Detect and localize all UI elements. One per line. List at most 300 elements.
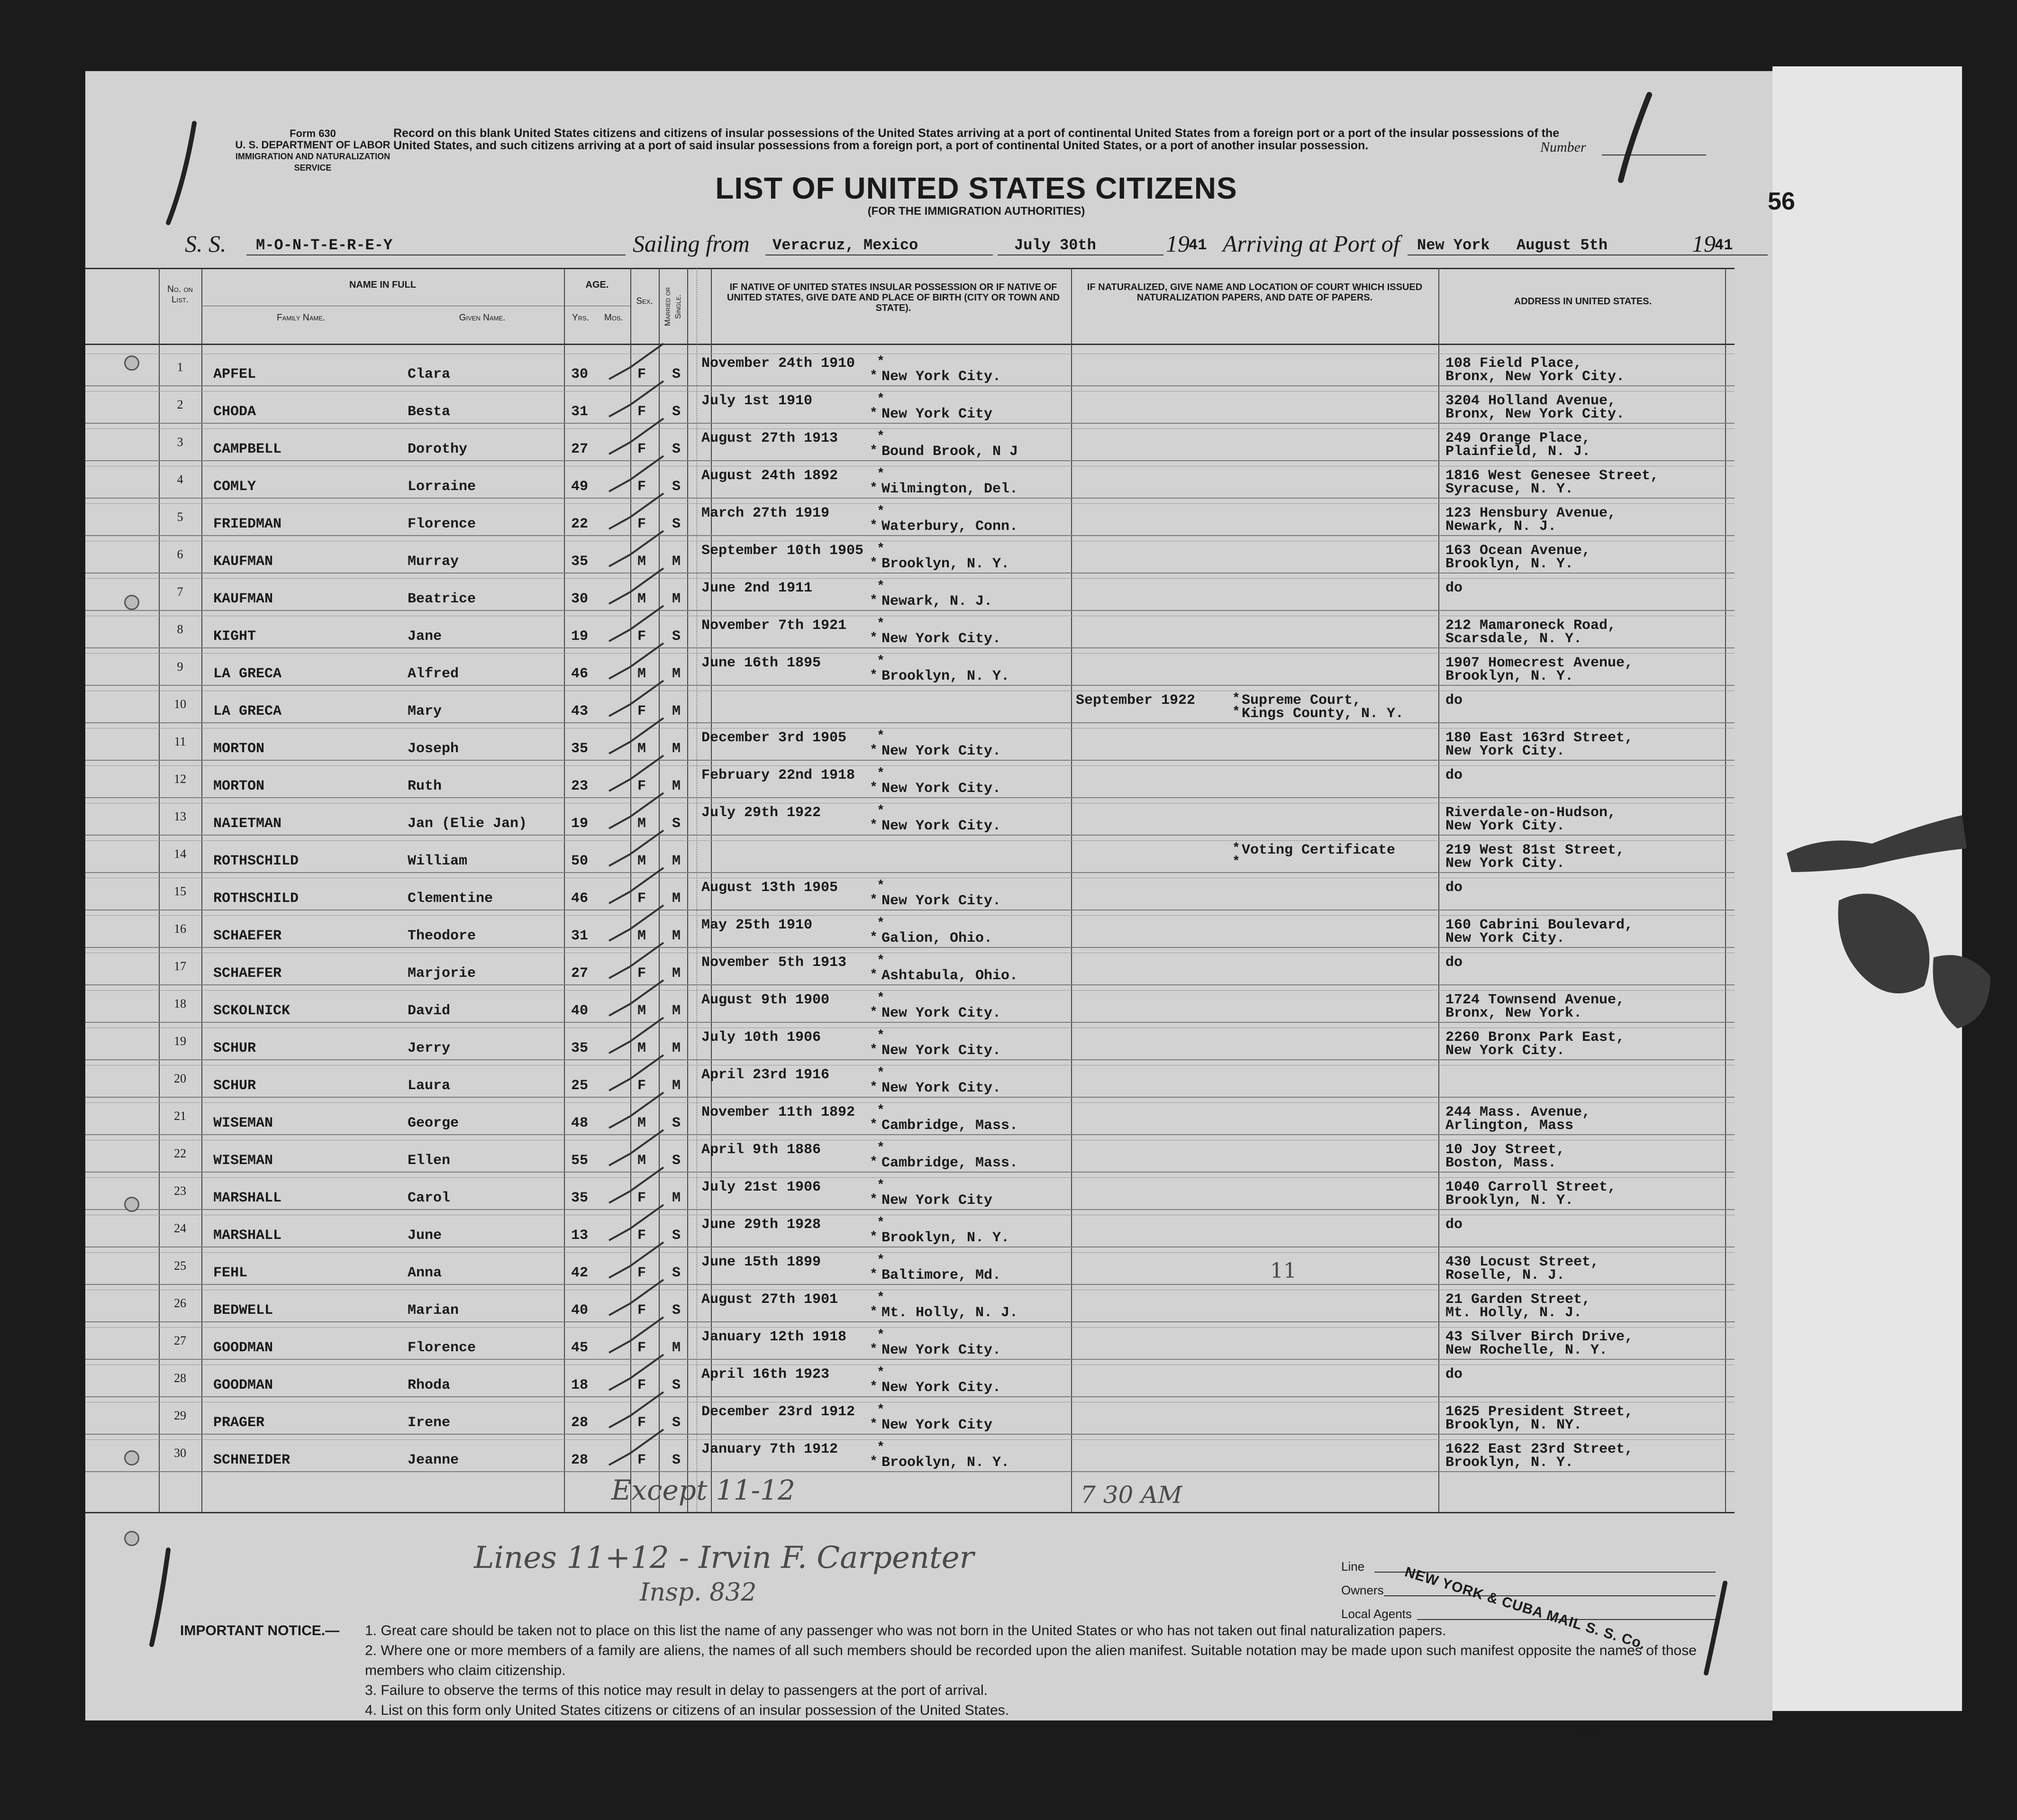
birth-date: July 10th 1906 [701,1029,821,1046]
row-number: 3 [177,435,183,449]
sex: F [637,441,646,457]
row-number: 22 [174,1147,186,1160]
address-line-2: Plainfield, N. J. [1445,444,1591,460]
ink-blot [1933,955,1990,1028]
asterisk-mark: * [870,631,878,646]
birth-date: November 7th 1921 [701,618,847,634]
sex: M [637,1153,646,1169]
birth-date: November 24th 1910 [701,355,855,372]
sex: M [637,1003,646,1019]
sex: F [637,778,646,794]
sailing-year-prefix: 19 [1166,230,1190,257]
asterisk-mark: * [877,1365,885,1380]
check-mark [609,1280,663,1315]
asterisk-mark: * [877,504,885,519]
birth-place: Brooklyn, N. Y. [881,1455,1010,1471]
asterisk-mark: * [870,893,878,908]
address-line-1: Riverdale-on-Hudson, [1445,805,1617,821]
birth-place: New York City. [881,743,1001,759]
married-single: S [672,404,681,420]
check-mark [609,381,663,417]
check-mark [609,1018,663,1053]
row-number: 30 [174,1446,186,1460]
asterisk-mark: * [870,1455,878,1469]
department-name: U. S. DEPARTMENT OF LABOR [235,139,391,151]
address-line-2: Syracuse, N. Y. [1445,481,1574,497]
married-single: S [672,1228,681,1244]
birth-place: Mt. Holly, N. J. [881,1305,1018,1321]
married-single: S [672,628,681,645]
married-single: M [672,1340,681,1356]
asterisk-mark: * [877,954,885,968]
address-line-1: 2260 Bronx Park East, [1445,1029,1625,1046]
married-single: M [672,853,681,869]
family-name: FEHL [213,1265,248,1281]
sex: F [637,703,646,719]
address-line-1: 163 Ocean Avenue, [1445,543,1591,559]
age-years: 35 [571,554,589,570]
married-single: M [672,1190,681,1206]
married-single: S [672,479,681,495]
asterisk-mark: * [870,406,878,421]
address-line-1: 10 Joy Street, [1445,1142,1565,1158]
age-years: 18 [571,1377,589,1393]
given-name: Jerry [408,1040,451,1056]
notice-item: 2. Where one or more members of a family are aliens, the names of all such members should be recorded upon the alien manifest. Suitable notation may be made upon such manifest opposite the names of those members who claim citizenship. [365,1643,1697,1678]
asterisk-mark: * [1232,855,1240,869]
birth-place: Baltimore, Md. [881,1267,1001,1283]
age-years: 25 [571,1078,589,1094]
check-mark [609,793,663,828]
birth-date: July 21st 1906 [701,1179,821,1195]
address-line-2: New York City. [1445,855,1565,872]
service-name: IMMIGRATION AND NATURALIZATION SERVICE [235,152,391,173]
birth-date: July 1st 1910 [701,393,813,409]
family-name: KAUFMAN [213,591,273,607]
asterisk-mark: * [877,1440,885,1455]
family-name: GOODMAN [213,1377,273,1393]
given-name: William [408,853,468,869]
row-number: 14 [174,847,186,861]
arrival-year: 41 [1715,237,1733,254]
married-single: M [672,1040,681,1056]
birth-place: New York City [881,406,993,422]
asterisk-mark: * [870,668,878,683]
family-name: ROTHSCHILD [213,891,299,907]
check-mark [609,943,663,978]
sex: F [637,1265,646,1281]
birth-date: March 27th 1919 [701,505,830,521]
given-name: Anna [408,1265,442,1281]
birth-place: Ashtabula, Ohio. [881,968,1018,984]
check-mark [609,980,663,1016]
birth-place: Waterbury, Conn. [881,519,1018,535]
col-sex: Sex. [636,296,653,306]
agents-label: Local Agents [1341,1607,1412,1621]
asterisk-mark: * [877,1141,885,1156]
age-years: 48 [571,1115,589,1131]
address-line-2: Mt. Holly, N. J. [1445,1305,1582,1321]
row-number: 29 [174,1409,186,1422]
address-line-1: 1625 President Street, [1445,1404,1634,1420]
col-family-name: Family Name. [276,313,326,323]
row-number: 18 [174,997,186,1010]
age-years: 40 [571,1302,589,1319]
given-name: Dorothy [408,441,468,457]
birth-date: June 29th 1928 [701,1217,821,1233]
row-number: 26 [174,1296,186,1310]
sex: F [637,1452,646,1468]
age-years: 28 [571,1452,589,1468]
asterisk-mark: * [1232,841,1240,856]
birth-date: December 3rd 1905 [701,730,847,746]
arrival-year-prefix: 19 [1692,230,1716,257]
row-number: 13 [174,810,186,823]
asterisk-mark: * [870,1380,878,1394]
sailing-year: 41 [1189,237,1207,254]
asterisk-mark: * [870,1080,878,1095]
row-number: 20 [174,1072,186,1085]
row25-mark: 11 [1270,1259,1297,1283]
asterisk-mark: * [870,1417,878,1432]
given-name: Lorraine [408,479,476,495]
birth-date: February 22nd 1918 [701,767,855,783]
check-mark [609,868,663,903]
row-number: 16 [174,922,186,936]
address-line-1: do [1445,1366,1463,1383]
family-name: SCHUR [213,1078,256,1094]
row-number: 19 [174,1034,186,1048]
check-mark [609,681,663,716]
row-number: 28 [174,1371,186,1385]
given-name: Florence [408,1340,476,1356]
asterisk-mark: * [877,729,885,744]
row-number: 4 [177,473,183,486]
asterisk-mark: * [870,1155,878,1170]
row-number: 23 [174,1184,186,1198]
age-years: 42 [571,1265,589,1281]
family-name: FRIEDMAN [213,516,282,532]
married-single: M [672,1003,681,1019]
col-age: AGE. [585,280,609,290]
address-line-2: New York City. [1445,1043,1565,1059]
asterisk-mark: * [877,879,885,893]
given-name: Marjorie [408,965,476,982]
given-name: Clementine [408,891,493,907]
col-no: No. on List. [167,284,193,305]
birth-place: New York City. [881,818,1001,834]
age-years: 19 [571,816,589,832]
age-years: 49 [571,479,589,495]
pen-stroke [168,123,194,223]
sex: F [637,1340,646,1356]
asterisk-mark: * [877,1253,885,1268]
address-line-1: do [1445,580,1463,596]
sex: F [637,1078,646,1094]
sex: M [637,741,646,757]
birth-date: November 11th 1892 [701,1104,855,1120]
birth-place: New York City. [881,1005,1001,1021]
asterisk-mark: * [870,1192,878,1207]
address-line-1: 160 Cabrini Boulevard, [1445,917,1634,933]
address-line-1: 244 Mass. Avenue, [1445,1104,1591,1120]
number-label: Number [1540,139,1586,155]
address-line-2: New York City. [1445,818,1565,834]
address-line-1: 1907 Homecrest Avenue, [1445,655,1634,671]
sex: F [637,479,646,495]
col-naturalized: IF NATURALIZED, GIVE NAME AND LOCATION OF COURT WHICH ISSUED NATURALIZATION PAPERS, AND DATE OF PAPERS. [1087,282,1423,303]
form-code: 14—606 [1573,1728,1602,1736]
age-years: 45 [571,1340,589,1356]
family-name: PRAGER [213,1415,265,1431]
birth-place: Brooklyn, N. Y. [881,556,1010,572]
handwritten-inspector-note: Lines 11+12 - Irvin F. Carpenter [474,1540,974,1575]
check-mark [609,1429,663,1465]
age-years: 50 [571,853,589,869]
age-years: 55 [571,1153,589,1169]
check-mark [609,456,663,491]
check-mark [609,531,663,566]
address-line-1: 43 Silver Birch Drive, [1445,1329,1634,1345]
birth-place: New York City. [881,631,1001,647]
given-name: Theodore [408,928,476,944]
check-mark [609,568,663,604]
family-name: SCHNEIDER [213,1452,291,1468]
asterisk-mark: * [877,355,885,369]
given-name: Jeanne [408,1452,459,1468]
given-name: Ruth [408,778,442,794]
check-mark [609,419,663,454]
given-name: Mary [408,703,442,719]
asterisk-mark: * [877,1328,885,1343]
birth-date: August 13th 1905 [701,880,838,896]
asterisk-mark: * [870,519,878,533]
birth-place: New York City. [881,893,1001,909]
notice-item: 4. List on this form only United States citizens or citizens of an insular possession of the United States. [365,1702,1009,1718]
married-single: S [672,441,681,457]
birth-date: April 16th 1923 [701,1366,830,1383]
address-line-2: Bronx, New York. [1445,1005,1582,1021]
married-single: S [672,1452,681,1468]
birth-place: New York City. [881,1043,1001,1059]
asterisk-mark: * [877,392,885,407]
col-given-name: Given Name. [459,313,506,323]
birth-date: June 16th 1895 [701,655,821,671]
given-name: Beatrice [408,591,476,607]
family-name: SCHUR [213,1040,256,1056]
col-address: ADDRESS IN UNITED STATES. [1514,296,1652,307]
birth-place: Cambridge, Mass. [881,1118,1018,1134]
birth-place: Brooklyn, N. Y. [881,668,1010,684]
asterisk-mark: * [870,369,878,383]
given-name: Jane [408,628,442,645]
handwritten-insp: Insp. 832 [640,1578,757,1607]
family-name: MARSHALL [213,1190,282,1206]
address-line-1: 1622 East 23rd Street, [1445,1441,1634,1457]
given-name: Besta [408,404,451,420]
family-name: MORTON [213,778,265,794]
address-line-1: 108 Field Place, [1445,355,1582,372]
naturalization-location: Kings County, N. Y. [1242,706,1404,722]
sex: F [637,628,646,645]
address-line-2: New York City. [1445,930,1565,946]
asterisk-mark: * [877,467,885,482]
given-name: June [408,1228,442,1244]
birth-date: January 7th 1912 [701,1441,838,1457]
row-number: 21 [174,1109,186,1123]
address-line-2: Brooklyn, N. Y. [1445,1192,1574,1209]
asterisk-mark: * [870,1342,878,1357]
address-line-2: Newark, N. J. [1445,519,1557,535]
notice-item: 1. Great care should be taken not to place on this list the name of any passenger who was not born in the United States or who has not taken out final naturalization papers. [365,1623,1446,1638]
asterisk-mark: * [870,1267,878,1282]
family-name: SCHAEFER [213,928,282,944]
check-mark [609,493,663,529]
given-name: Jan (Elie Jan) [408,816,527,832]
address-line-2: Brooklyn, N. Y. [1445,1455,1574,1471]
address-line-2: New York City. [1445,743,1565,759]
birth-date: June 2nd 1911 [701,580,813,596]
address-line-2: Bronx, New York City. [1445,369,1625,385]
notice-item: 3. Failure to observe the terms of this notice may result in delay to passengers at the port of arrival. [365,1683,988,1698]
row-number: 15 [174,884,186,898]
age-years: 30 [571,366,589,382]
birth-date: April 9th 1886 [701,1142,821,1158]
address-line-1: do [1445,692,1463,709]
row-number: 8 [177,622,183,636]
sex: M [637,1040,646,1056]
address-line-2: Scarsdale, N. Y. [1445,631,1582,647]
married-single: M [672,741,681,757]
age-years: 23 [571,778,589,794]
page-number: 56 [1768,188,1795,215]
birth-date: August 9th 1900 [701,992,830,1008]
asterisk-mark: * [877,766,885,781]
married-single: M [672,666,681,682]
given-name: Florence [408,516,476,532]
family-name: MORTON [213,741,265,757]
asterisk-mark: * [870,743,878,758]
row-number: 5 [177,510,183,524]
age-years: 35 [571,1190,589,1206]
sailing-label: Sailing from [633,230,750,257]
given-name: Rhoda [408,1377,451,1393]
given-name: Clara [408,366,451,382]
sex: F [637,1190,646,1206]
sailing-from: Veracruz, Mexico [772,237,918,254]
birth-date: August 27th 1913 [701,430,838,446]
address-line-2: Brooklyn, N. Y. [1445,556,1574,572]
married-single: S [672,366,681,382]
asterisk-mark: * [877,542,885,556]
family-name: KIGHT [213,628,256,645]
birth-place: New York City. [881,369,1001,385]
given-name: Carol [408,1190,451,1206]
age-years: 40 [571,1003,589,1019]
row-number: 2 [177,398,183,411]
asterisk-mark: * [870,1005,878,1020]
birth-place: New York City. [881,1380,1001,1396]
given-name: Alfred [408,666,459,682]
age-years: 22 [571,516,589,532]
family-name: SCHAEFER [213,965,282,982]
address-line-2: Bronx, New York City. [1445,406,1625,422]
address-line-1: 249 Orange Place, [1445,430,1591,446]
age-years: 30 [571,591,589,607]
row-number: 10 [174,697,186,711]
ink-blot [1787,815,1967,872]
asterisk-mark: * [877,1403,885,1418]
asterisk-mark: * [877,804,885,819]
family-name: NAIETMAN [213,816,282,832]
naturalization-court: Supreme Court, [1242,692,1362,709]
age-years: 31 [571,404,589,420]
row-number: 6 [177,547,183,561]
asterisk-mark: * [870,1043,878,1057]
married-single: M [672,591,681,607]
married-single: M [672,891,681,907]
asterisk-mark: * [870,930,878,945]
check-mark [609,1092,663,1128]
address-line-1: 212 Mamaroneck Road, [1445,618,1617,634]
birth-place: New York City [881,1417,993,1433]
given-name: George [408,1115,459,1131]
sex: M [637,853,646,869]
row-number: 24 [174,1221,186,1235]
family-name: COMLY [213,479,256,495]
check-mark [609,718,663,754]
family-name: BEDWELL [213,1302,273,1319]
age-years: 27 [571,441,589,457]
given-name: Laura [408,1078,451,1094]
asterisk-mark: * [870,818,878,833]
asterisk-mark: * [877,654,885,669]
asterisk-mark: * [870,781,878,795]
check-marks [609,344,663,1465]
age-years: 46 [571,666,589,682]
check-mark [609,1167,663,1203]
row-number: 12 [174,772,186,786]
given-name: Irene [408,1415,451,1431]
address-line-1: 430 Locust Street, [1445,1254,1599,1270]
col-mos: Mos. [604,313,623,323]
owners-label: Owners [1341,1583,1384,1597]
age-years: 43 [571,703,589,719]
asterisk-mark: * [877,1028,885,1043]
birth-date: December 23rd 1912 [701,1404,855,1420]
family-name: CAMPBELL [213,441,282,457]
sailing-date: July 30th [1014,237,1096,254]
birth-place: Newark, N. J. [881,593,993,610]
birth-date: April 23rd 1916 [701,1067,830,1083]
age-years: 35 [571,741,589,757]
address-line-1: do [1445,955,1463,971]
family-name: CHODA [213,404,256,420]
check-mark [609,1355,663,1390]
asterisk-mark: * [877,916,885,931]
birth-place: New York City. [881,1080,1001,1096]
check-mark [609,1130,663,1165]
asterisk-mark: * [877,991,885,1006]
address-line-2: Brooklyn, N. NY. [1445,1417,1582,1433]
birth-date: September 10th 1905 [701,543,864,559]
birth-place: New York City. [881,1342,1001,1358]
birth-date: August 27th 1901 [701,1292,838,1308]
birth-date: June 15th 1899 [701,1254,821,1270]
page-subtitle: (FOR THE IMMIGRATION AUTHORITIES) [867,205,1085,218]
married-single: S [672,816,681,832]
married-single: M [672,703,681,719]
